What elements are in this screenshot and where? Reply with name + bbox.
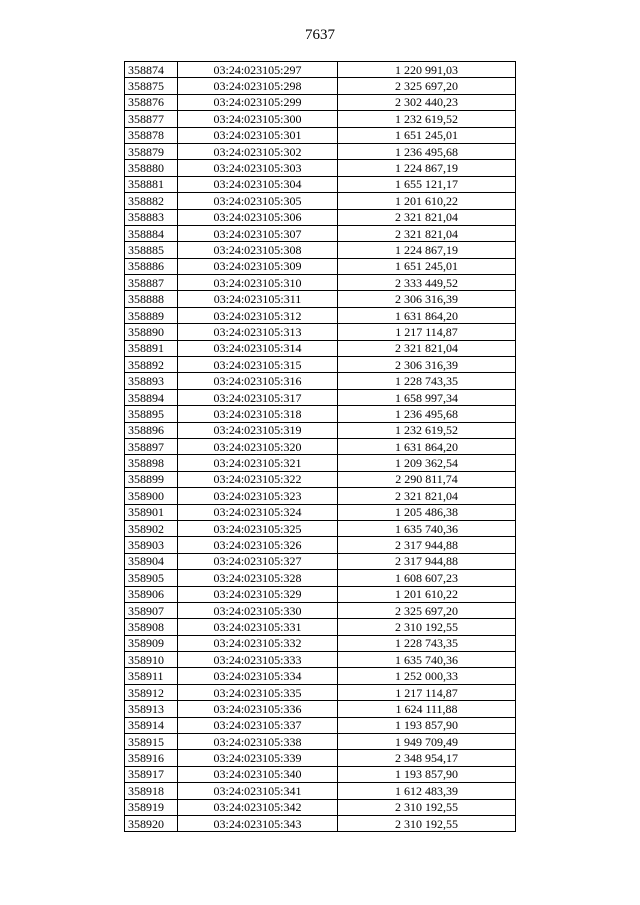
cadastral-value-cell: 2 321 821,04 [338,488,516,504]
cadastral-number-cell: 03:24:023105:298 [178,78,338,94]
cadastral-value-cell: 1 193 857,90 [338,717,516,733]
cadastral-number-cell: 03:24:023105:306 [178,209,338,225]
cadastral-number-cell: 03:24:023105:316 [178,373,338,389]
cadastral-number-cell: 03:24:023105:319 [178,422,338,438]
cadastral-number-cell: 03:24:023105:341 [178,783,338,799]
cadastral-number-cell: 03:24:023105:321 [178,455,338,471]
cadastral-number-cell: 03:24:023105:343 [178,815,338,831]
cadastral-value-cell: 2 302 440,23 [338,94,516,110]
row-number-cell: 358902 [125,520,178,536]
cadastral-number-cell: 03:24:023105:323 [178,488,338,504]
table-row [125,373,516,389]
cadastral-number-cell: 03:24:023105:333 [178,652,338,668]
cadastral-value-cell: 2 321 821,04 [338,340,516,356]
table-row [125,291,516,307]
row-number-cell: 358878 [125,127,178,143]
cadastral-number-cell: 03:24:023105:336 [178,701,338,717]
page-number: 7637 [305,27,335,43]
cadastral-number-cell: 03:24:023105:340 [178,766,338,782]
cadastral-number-cell: 03:24:023105:327 [178,553,338,569]
table-row [125,668,516,684]
cadastral-number-cell: 03:24:023105:308 [178,242,338,258]
cadastral-value-cell: 1 635 740,36 [338,652,516,668]
row-number-cell: 358910 [125,652,178,668]
row-number-cell: 358914 [125,717,178,733]
cadastral-value-cell: 1 252 000,33 [338,668,516,684]
table-row [125,324,516,340]
row-number-cell: 358875 [125,78,178,94]
row-number-cell: 358898 [125,455,178,471]
cadastral-number-cell: 03:24:023105:301 [178,127,338,143]
cadastral-number-cell: 03:24:023105:330 [178,602,338,618]
table-row [125,225,516,241]
row-number-cell: 358882 [125,193,178,209]
table-row [125,488,516,504]
cadastral-number-cell: 03:24:023105:338 [178,734,338,750]
row-number-cell: 358897 [125,438,178,454]
row-number-cell: 358891 [125,340,178,356]
row-number-cell: 358895 [125,406,178,422]
cadastral-number-cell: 03:24:023105:342 [178,799,338,815]
cadastral-number-cell: 03:24:023105:329 [178,586,338,602]
table-row [125,193,516,209]
cadastral-value-cell: 2 306 316,39 [338,291,516,307]
cadastral-value-cell: 2 317 944,88 [338,537,516,553]
cadastral-number-cell: 03:24:023105:307 [178,225,338,241]
row-number-cell: 358917 [125,766,178,782]
cadastral-number-cell: 03:24:023105:320 [178,438,338,454]
row-number-cell: 358909 [125,635,178,651]
cadastral-value-cell: 1 228 743,35 [338,635,516,651]
row-number-cell: 358916 [125,750,178,766]
table-row [125,340,516,356]
table-row [125,209,516,225]
row-number-cell: 358890 [125,324,178,340]
cadastral-value-cell: 1 651 245,01 [338,258,516,274]
cadastral-number-cell: 03:24:023105:311 [178,291,338,307]
row-number-cell: 358901 [125,504,178,520]
table-row [125,619,516,635]
cadastral-value-cell: 1 209 362,54 [338,455,516,471]
row-number-cell: 358889 [125,307,178,323]
row-number-cell: 358877 [125,111,178,127]
cadastral-value-cell: 1 217 114,87 [338,324,516,340]
table-row [125,307,516,323]
cadastral-number-cell: 03:24:023105:297 [178,62,338,78]
cadastral-value-cell: 2 317 944,88 [338,553,516,569]
cadastral-value-cell: 1 224 867,19 [338,160,516,176]
cadastral-value-cell: 1 651 245,01 [338,127,516,143]
row-number-cell: 358903 [125,537,178,553]
row-number-cell: 358888 [125,291,178,307]
row-number-cell: 358885 [125,242,178,258]
table-row [125,94,516,110]
table-row [125,537,516,553]
cadastral-value-cell: 1 201 610,22 [338,586,516,602]
cadastral-value-cell: 1 658 997,34 [338,389,516,405]
cadastral-number-cell: 03:24:023105:313 [178,324,338,340]
table-row [125,701,516,717]
cadastral-number-cell: 03:24:023105:315 [178,357,338,373]
table-row [125,62,516,78]
row-number-cell: 358884 [125,225,178,241]
table-row [125,684,516,700]
table-row [125,389,516,405]
cadastral-number-cell: 03:24:023105:322 [178,471,338,487]
cadastral-number-cell: 03:24:023105:332 [178,635,338,651]
table-row [125,520,516,536]
row-number-cell: 358881 [125,176,178,192]
cadastral-value-cell: 1 193 857,90 [338,766,516,782]
cadastral-value-cell: 1 228 743,35 [338,373,516,389]
cadastral-number-cell: 03:24:023105:325 [178,520,338,536]
table-row [125,586,516,602]
row-number-cell: 358900 [125,488,178,504]
row-number-cell: 358879 [125,143,178,159]
table-row [125,406,516,422]
table-row [125,652,516,668]
row-number-cell: 358912 [125,684,178,700]
table-row [125,635,516,651]
row-number-cell: 358919 [125,799,178,815]
table-row [125,242,516,258]
cadastral-value-cell: 1 224 867,19 [338,242,516,258]
cadastral-number-cell: 03:24:023105:334 [178,668,338,684]
cadastral-value-cell: 1 612 483,39 [338,783,516,799]
row-number-cell: 358886 [125,258,178,274]
cadastral-value-cell: 1 635 740,36 [338,520,516,536]
row-number-cell: 358899 [125,471,178,487]
table-row [125,275,516,291]
row-number-cell: 358887 [125,275,178,291]
cadastral-value-cell: 2 310 192,55 [338,619,516,635]
cadastral-number-cell: 03:24:023105:339 [178,750,338,766]
cadastral-number-cell: 03:24:023105:305 [178,193,338,209]
cadastral-number-cell: 03:24:023105:309 [178,258,338,274]
cadastral-number-cell: 03:24:023105:317 [178,389,338,405]
row-number-cell: 358904 [125,553,178,569]
cadastral-value-cell: 2 310 192,55 [338,799,516,815]
cadastral-number-cell: 03:24:023105:337 [178,717,338,733]
cadastral-value-cell: 2 325 697,20 [338,78,516,94]
cadastral-number-cell: 03:24:023105:318 [178,406,338,422]
table-body [125,62,516,832]
cadastral-number-cell: 03:24:023105:304 [178,176,338,192]
table-row [125,258,516,274]
table-row [125,357,516,373]
row-number-cell: 358894 [125,389,178,405]
table-row [125,799,516,815]
registry-table [124,61,516,832]
table-row [125,602,516,618]
cadastral-value-cell: 1 232 619,52 [338,111,516,127]
row-number-cell: 358913 [125,701,178,717]
row-number-cell: 358911 [125,668,178,684]
table-row [125,734,516,750]
row-number-cell: 358915 [125,734,178,750]
cadastral-number-cell: 03:24:023105:303 [178,160,338,176]
table-row [125,127,516,143]
cadastral-number-cell: 03:24:023105:302 [178,143,338,159]
table-row [125,570,516,586]
cadastral-value-cell: 2 348 954,17 [338,750,516,766]
cadastral-number-cell: 03:24:023105:328 [178,570,338,586]
cadastral-value-cell: 2 306 316,39 [338,357,516,373]
table-row [125,504,516,520]
table-row [125,143,516,159]
cadastral-value-cell: 1 631 864,20 [338,438,516,454]
cadastral-value-cell: 1 236 495,68 [338,143,516,159]
row-number-cell: 358892 [125,357,178,373]
cadastral-value-cell: 2 321 821,04 [338,209,516,225]
row-number-cell: 358874 [125,62,178,78]
cadastral-value-cell: 2 325 697,20 [338,602,516,618]
table-row [125,176,516,192]
cadastral-number-cell: 03:24:023105:335 [178,684,338,700]
row-number-cell: 358906 [125,586,178,602]
table-row [125,815,516,831]
cadastral-number-cell: 03:24:023105:324 [178,504,338,520]
table-row [125,111,516,127]
cadastral-value-cell: 1 949 709,49 [338,734,516,750]
table-row [125,783,516,799]
row-number-cell: 358920 [125,815,178,831]
cadastral-number-cell: 03:24:023105:326 [178,537,338,553]
cadastral-value-cell: 1 624 111,88 [338,701,516,717]
table-row [125,717,516,733]
row-number-cell: 358918 [125,783,178,799]
cadastral-value-cell: 1 236 495,68 [338,406,516,422]
cadastral-value-cell: 2 321 821,04 [338,225,516,241]
row-number-cell: 358880 [125,160,178,176]
table-row [125,78,516,94]
cadastral-value-cell: 1 631 864,20 [338,307,516,323]
table-row [125,553,516,569]
cadastral-number-cell: 03:24:023105:310 [178,275,338,291]
table-row [125,766,516,782]
table-row [125,422,516,438]
cadastral-number-cell: 03:24:023105:314 [178,340,338,356]
table-row [125,471,516,487]
cadastral-value-cell: 1 608 607,23 [338,570,516,586]
table-row [125,750,516,766]
cadastral-number-cell: 03:24:023105:300 [178,111,338,127]
row-number-cell: 358908 [125,619,178,635]
table-row [125,438,516,454]
cadastral-number-cell: 03:24:023105:331 [178,619,338,635]
row-number-cell: 358893 [125,373,178,389]
row-number-cell: 358876 [125,94,178,110]
row-number-cell: 358896 [125,422,178,438]
cadastral-value-cell: 1 232 619,52 [338,422,516,438]
row-number-cell: 358907 [125,602,178,618]
table-row [125,160,516,176]
cadastral-number-cell: 03:24:023105:312 [178,307,338,323]
row-number-cell: 358883 [125,209,178,225]
row-number-cell: 358905 [125,570,178,586]
table-row [125,455,516,471]
cadastral-value-cell: 1 655 121,17 [338,176,516,192]
cadastral-value-cell: 2 310 192,55 [338,815,516,831]
cadastral-value-cell: 1 201 610,22 [338,193,516,209]
cadastral-value-cell: 1 205 486,38 [338,504,516,520]
cadastral-value-cell: 1 220 991,03 [338,62,516,78]
cadastral-value-cell: 2 333 449,52 [338,275,516,291]
cadastral-value-cell: 1 217 114,87 [338,684,516,700]
cadastral-value-cell: 2 290 811,74 [338,471,516,487]
cadastral-number-cell: 03:24:023105:299 [178,94,338,110]
